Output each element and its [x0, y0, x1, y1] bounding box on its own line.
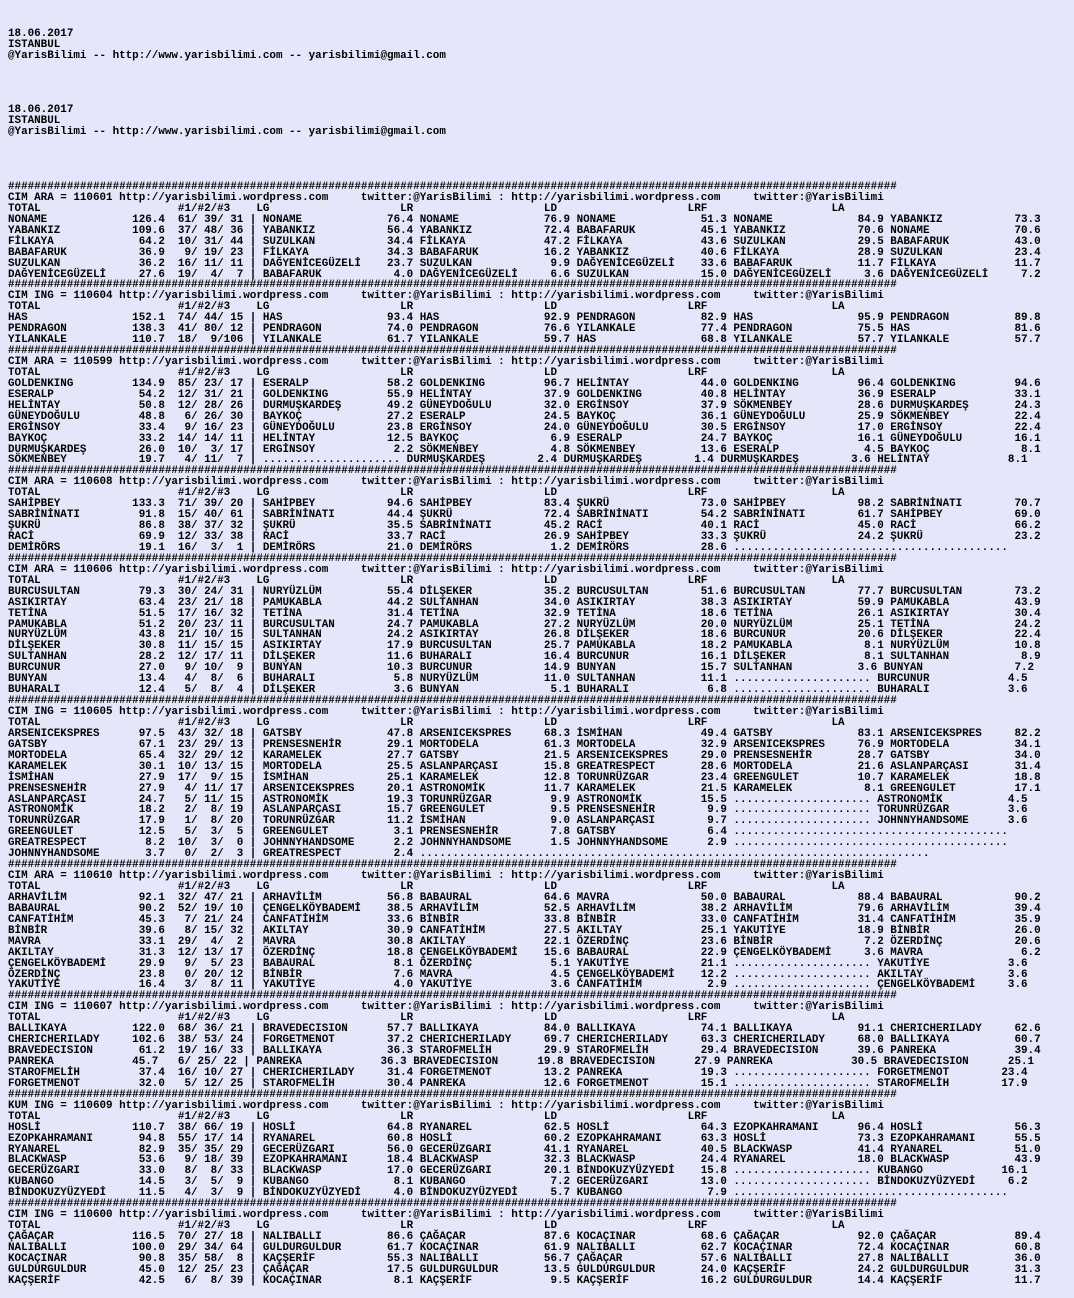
table-row: GREENGULET 12.5 5/ 3/ 5 | GREENGULET 3.1 PRENSESNEHİR 7.8 GATSBY 6.4 .......................................... [8, 826, 1008, 839]
table-row: NURYÜZLÜM 43.8 21/ 10/ 15 | SULTANHAN 24.2 ASIKIRTAY 26.8 DİLŞEKER 18.6 BURCUNUR 20.6 DİLŞEKER 22.4 [8, 629, 1041, 642]
table-row: PANREKA 45.7 6/ 25/ 22 | PANREKA 36.3 BRAVEDECISION 19.8 BRAVEDECISION 27.9 PANREKA 30.5 BRAVEDECISION 25.1 [8, 1056, 1035, 1069]
report-city: ISTANBUL [8, 115, 61, 128]
race-title: KUM ING = 110609 http://yarisbilimi.wordpress.com twitter:@YarisBilimi : http://yarisbilimi.wordpress.com twitter:@YarisBilimi [8, 1099, 884, 1112]
table-row: BLACKWASP 53.6 9/ 18/ 39 | EZOPKAHRAMANI 18.4 BLACKWASP 32.3 BLACKWASP 24.4 RYANAREL 18.0 BLACKWASP 43.9 [8, 1154, 1041, 1167]
report-date: 18.06.2017 [8, 104, 74, 117]
table-row: PAMUKABLA 51.2 20/ 23/ 11 | BURCUSULTAN 24.7 PAMUKABLA 27.2 NURYÜZLÜM 20.0 NURYÜZLÜM 25.1 TETİNA 24.2 [8, 618, 1041, 631]
table-row: TORUNRÜZGAR 17.9 1/ 8/ 20 | TORUNRÜZGAR 11.2 İSMİHAN 9.0 ASLANPARÇASI 9.7 ..................... JOHNNYHANDSOME 3.6 [8, 815, 1028, 828]
table-row: MORTODELA 65.4 32/ 29/ 12 | KARAMELEK 27.7 GATSBY 21.5 ARSENICEKSPRES 29.0 PRENSESNEHİR 28.7 GATSBY 34.0 [8, 749, 1041, 762]
table-row: ÖZERDİNÇ 23.8 0/ 20/ 12 | BİNBİR 7.6 MAVRA 4.5 ÇENGELKÖYBADEMİ 12.2 ..................... AKILTAY 3.6 [8, 968, 1028, 981]
race-block [8, 860, 1066, 991]
separator-line: ######################################################################################################################################## [8, 552, 897, 565]
column-header: TOTAL #1/#2/#3 LG LR LD LRF LA [8, 1220, 845, 1233]
table-row: MAVRA 33.1 29/ 4/ 2 | MAVRA 30.8 AKILTAY 22.1 ÖZERDİNÇ 23.6 BİNBİR 7.2 ÖZERDİNÇ 20.6 [8, 935, 1041, 948]
table-row: BABAURAL 90.2 52/ 19/ 10 | ÇENGELKÖYBADEMİ 38.5 ARHAVİLİM 52.5 ARHAVİLİM 38.2 ARHAVİLİM 79.6 ARHAVİLİM 39.4 [8, 902, 1041, 915]
report-contact: @YarisBilimi -- http://www.yarisbilimi.com -- yarisbilimi@gmail.com [8, 49, 446, 62]
table-row: BALLIKAYA 122.0 68/ 36/ 21 | BRAVEDECISION 57.7 BALLIKAYA 84.0 BALLIKAYA 74.1 BALLIKAYA 91.1 CHERICHERILADY 62.6 [8, 1023, 1041, 1036]
separator-line: ######################################################################################################################################## [8, 345, 897, 358]
race-block [8, 280, 1066, 346]
table-row: RACİ 69.9 12/ 33/ 38 | RACİ 33.7 RACİ 26.9 SAHİPBEY 33.3 ŞUKRÜ 24.2 ŞUKRÜ 23.2 [8, 531, 1041, 544]
report-header-1 [8, 29, 1066, 62]
table-row: ARHAVİLİM 92.1 32/ 47/ 21 | ARHAVİLİM 56.8 BABAURAL 64.6 MAVRA 50.0 BABAURAL 88.4 BABAURAL 90.2 [8, 891, 1041, 904]
race-block [8, 991, 1066, 1089]
table-row: ASTRONOMİK 18.2 2/ 8/ 19 | ASLANPARÇASI 15.7 GREENGULET 9.5 PRENSESNEHİR 9.9 ..................... TORUNRÜZGAR 3.6 [8, 804, 1028, 817]
table-row: TETİNA 51.5 17/ 16/ 32 | TETİNA 31.4 TETİNA 32.9 TETİNA 18.6 TETİNA 26.1 ASIKIRTAY 30.4 [8, 607, 1041, 620]
race-title: CIM ARA = 110608 http://yarisbilimi.wordpress.com twitter:@YarisBilimi : http://yarisbilimi.wordpress.com twitter:@YarisBilimi [8, 476, 884, 489]
table-row: PENDRAGON 138.3 41/ 80/ 12 | PENDRAGON 74.0 PENDRAGON 76.6 YILANKALE 77.4 PENDRAGON 75.5 HAS 81.6 [8, 323, 1041, 336]
race-title: CIM ARA = 110606 http://yarisbilimi.wordpress.com twitter:@YarisBilimi : http://yarisbilimi.wordpress.com twitter:@YarisBilimi [8, 563, 884, 576]
table-row: ESERALP 54.2 12/ 31/ 21 | GOLDENKING 55.9 HELİNTAY 37.9 GOLDENKING 40.8 HELİNTAY 36.9 ESERALP 33.1 [8, 388, 1041, 401]
table-row: YABANKIZ 109.6 37/ 48/ 36 | YABANKIZ 56.4 YABANKIZ 72.4 BABAFARUK 45.1 YABANKIZ 70.6 NONAME 70.6 [8, 224, 1041, 237]
report-header-2 [8, 105, 1066, 138]
table-row: SABRİNİNATI 91.8 15/ 40/ 61 | SABRİNİNATI 44.4 ŞUKRÜ 72.4 SABRİNİNATI 54.2 SABRİNİNATI 61.7 SAHİPBEY 69.0 [8, 509, 1041, 522]
table-row: RYANAREL 82.9 35/ 35/ 29 | GECERÜZGARI 56.0 GECERÜZGARI 41.1 RYANAREL 40.5 BLACKWASP 41.4 RYANAREL 51.0 [8, 1143, 1041, 1156]
table-row: JOHNNYHANDSOME 3.7 0/ 2/ 3 | GREATRESPECT 2.4 .............................................................................. [8, 848, 930, 861]
table-row: ASLANPARÇASI 24.7 5/ 11/ 15 | ASTRONOMİK 19.3 TORUNRÜZGAR 9.9 ASTRONOMİK 15.5 ..................... ASTRONOMİK 4.5 [8, 793, 1028, 806]
table-row: GECERÜZGARI 33.0 8/ 8/ 33 | BLACKWASP 17.0 GECERÜZGARI 20.1 BİNDOKUZYÜZYEDİ 15.8 ..................... KUBANGO 16.1 [8, 1165, 1028, 1178]
table-row: STAROFMELİH 37.4 16/ 10/ 27 | CHERICHERILADY 31.4 FORGETMENOT 13.2 PANREKA 19.3 ..................... FORGETMENOT 23.4 [8, 1066, 1028, 1079]
race-block [8, 554, 1066, 696]
table-row: YAKUTİYE 16.4 3/ 8/ 11 | YAKUTİYE 4.0 YAKUTİYE 3.6 CANFATİHİM 2.9 ..................... ÇENGELKÖYBADEMİ 3.6 [8, 979, 1028, 992]
table-row: KAÇŞERİF 42.5 6/ 8/ 39 | KOCAÇINAR 8.1 KAÇŞERİF 9.5 KAÇŞERİF 16.2 GULDURGULDUR 14.4 KAÇŞERİF 11.7 [8, 1274, 1041, 1287]
table-row: FİLKAYA 64.2 10/ 31/ 44 | SUZULKAN 34.4 FİLKAYA 47.2 FİLKAYA 43.6 SUZULKAN 29.5 BABAFARUK 43.0 [8, 235, 1041, 248]
table-row: SAHİPBEY 133.3 71/ 39/ 20 | SAHİPBEY 94.6 SAHİPBEY 83.4 ŞUKRÜ 73.0 SAHİPBEY 98.2 SABRİNİNATI 70.7 [8, 498, 1041, 511]
table-row: AKILTAY 31.3 12/ 13/ 17 | ÖZERDİNÇ 18.8 ÇENGELKÖYBADEMİ 15.6 BABAURAL 22.9 ÇENGELKÖYBADEMİ 3.6 MAVRA 6.2 [8, 946, 1041, 959]
table-row: HAS 152.1 74/ 44/ 15 | HAS 93.4 HAS 92.9 PENDRAGON 82.9 HAS 95.9 PENDRAGON 89.8 [8, 312, 1041, 325]
table-row: KUBANGO 14.5 3/ 5/ 9 | KUBANGO 8.1 KUBANGO 7.2 GECERÜZGARI 13.0 ..................... BİNDOKUZYÜZYEDİ 6.2 [8, 1176, 1028, 1189]
race-title: CIM ARA = 110601 http://yarisbilimi.wordpress.com twitter:@YarisBilimi : http://yarisbilimi.wordpress.com twitter:@YarisBilimi [8, 191, 884, 204]
column-header: TOTAL #1/#2/#3 LG LR LD LRF LA [8, 881, 845, 894]
table-row: İSMİHAN 27.9 17/ 9/ 15 | İSMİHAN 25.1 KARAMELEK 12.8 TORUNRÜZGAR 23.4 GREENGULET 10.7 KARAMELEK 18.8 [8, 771, 1041, 784]
table-row: SULTANHAN 28.2 12/ 17/ 11 | DİLŞEKER 11.6 BUHARALI 16.4 BURCUNUR 16.1 DİLŞEKER 8.1 SULTANHAN 8.9 [8, 651, 1041, 664]
separator-line: ######################################################################################################################################## [8, 181, 897, 194]
table-row: BURCUSULTAN 79.3 30/ 24/ 31 | NURYÜZLÜM 55.4 DİLŞEKER 35.2 BURCUSULTAN 51.6 BURCUSULTAN 77.7 BURCUSULTAN 73.2 [8, 585, 1041, 598]
column-header: TOTAL #1/#2/#3 LG LR LD LRF LA [8, 487, 845, 500]
separator-line: ######################################################################################################################################## [8, 990, 897, 1003]
column-header: TOTAL #1/#2/#3 LG LR LD LRF LA [8, 1110, 845, 1123]
table-row: BİNDOKUZYÜZYEDİ 11.5 4/ 3/ 9 | BİNDOKUZYÜZYEDİ 4.0 BİNDOKUZYÜZYEDİ 5.7 KUBANGO 7.9 .......................................... [8, 1187, 1008, 1200]
table-row: BAYKOÇ 33.2 14/ 14/ 11 | HELİNTAY 12.5 BAYKOÇ 6.9 ESERALP 24.7 BAYKOÇ 16.1 GÜNEYDOĞULU 16.1 [8, 432, 1041, 445]
table-row: ERGİNSOY 33.4 9/ 16/ 23 | GÜNEYDOĞULU 23.8 ERGİNSOY 24.0 GÜNEYDOĞULU 30.5 ERGİNSOY 17.0 ERGİNSOY 22.4 [8, 421, 1041, 434]
table-row: ARSENICEKSPRES 97.5 43/ 32/ 18 | GATSBY 47.8 ARSENICEKSPRES 68.3 İSMİHAN 49.4 GATSBY 83.1 ARSENICEKSPRES 82.2 [8, 727, 1041, 740]
column-header: TOTAL #1/#2/#3 LG LR LD LRF LA [8, 366, 845, 379]
table-row: ASIKIRTAY 63.4 23/ 21/ 18 | PAMUKABLA 44.2 SULTANHAN 34.0 ASIKIRTAY 38.3 ASIKIRTAY 59.9 PAMUKABLA 43.9 [8, 596, 1041, 609]
column-header: TOTAL #1/#2/#3 LG LR LD LRF LA [8, 301, 845, 314]
race-title: CIM ING = 110604 http://yarisbilimi.wordpress.com twitter:@YarisBilimi : http://yarisbilimi.wordpress.com twitter:@YarisBilimi [8, 290, 884, 303]
table-row: GATSBY 67.1 23/ 29/ 13 | PRENSESNEHİR 29.1 MORTODELA 61.3 MORTODELA 32.9 ARSENICEKSPRES 76.9 MORTODELA 34.1 [8, 738, 1041, 751]
race-block [8, 182, 1066, 280]
table-row: FORGETMENOT 32.0 5/ 12/ 25 | STAROFMELİH 30.4 PANREKA 12.6 FORGETMENOT 15.1 ..................... STAROFMELİH 17.9 [8, 1077, 1028, 1090]
race-title: CIM ING = 110605 http://yarisbilimi.wordpress.com twitter:@YarisBilimi : http://yarisbilimi.wordpress.com twitter:@YarisBilimi [8, 706, 884, 719]
table-row: SÖKMENBEY 19.7 4/ 11/ 7 | ..................... DURMUŞKARDEŞ 2.4 DURMUŞKARDEŞ 1.4 DURMUŞKARDEŞ 3.6 HELİNTAY 8.1 [8, 454, 1028, 467]
report-city: ISTANBUL [8, 38, 61, 51]
table-row: HELİNTAY 50.8 12/ 28/ 26 | DURMUŞKARDEŞ 49.2 GÜNEYDOĞULU 32.0 ERGİNSOY 37.9 SÖKMENBEY 28.6 DURMUŞKARDEŞ 24.3 [8, 399, 1041, 412]
table-row: HOSLİ 110.7 38/ 66/ 19 | HOSLİ 64.8 RYANAREL 62.5 HOSLİ 64.3 EZOPKAHRAMANI 96.4 HOSLİ 56.3 [8, 1121, 1041, 1134]
race-block [8, 696, 1066, 860]
table-row: NONAME 126.4 61/ 39/ 31 | NONAME 76.4 NONAME 76.9 NONAME 51.3 NONAME 84.9 YABANKIZ 73.3 [8, 213, 1041, 226]
table-row: DEMİRÖRS 19.1 16/ 3/ 1 | DEMİRÖRS 21.0 DEMİRÖRS 1.2 DEMİRÖRS 28.6 .......................................... [8, 541, 1008, 554]
table-row: KARAMELEK 30.1 10/ 13/ 15 | MORTODELA 25.5 ASLANPARÇASI 15.8 GREATRESPECT 28.6 MORTODELA 21.6 ASLANPARÇASI 31.4 [8, 760, 1041, 773]
race-title: CIM ARA = 110599 http://yarisbilimi.wordpress.com twitter:@YarisBilimi : http://yarisbilimi.wordpress.com twitter:@YarisBilimi [8, 356, 884, 369]
table-row: SUZULKAN 36.2 16/ 11/ 11 | DAĞYENİCEGÜZELİ 23.7 SUZULKAN 9.9 DAĞYENİCEGÜZELİ 33.6 BABAFARUK 11.7 FİLKAYA 11.7 [8, 257, 1041, 270]
race-block [8, 1090, 1066, 1199]
table-row: YILANKALE 110.7 18/ 9/106 | YILANKALE 61.7 YILANKALE 59.7 HAS 68.8 YILANKALE 57.7 YILANKALE 57.7 [8, 334, 1041, 347]
table-row: GOLDENKING 134.9 85/ 23/ 17 | ESERALP 58.2 GOLDENKING 96.7 HELİNTAY 44.0 GOLDENKING 96.4 GOLDENKING 94.6 [8, 377, 1041, 390]
table-row: CHERICHERILADY 102.6 38/ 53/ 24 | FORGETMENOT 37.2 CHERICHERILADY 69.7 CHERICHERILADY 63.3 CHERICHERILADY 68.0 BALLIKAYA 60.7 [8, 1034, 1041, 1047]
table-row: GREATRESPECT 8.2 10/ 3/ 0 | JOHNNYHANDSOME 2.2 JOHNNYHANDSOME 1.5 JOHNNYHANDSOME 2.9 .......................................... [8, 837, 1008, 850]
table-row: BUHARALI 12.4 5/ 8/ 4 | DİLŞEKER 3.6 BUNYAN 5.1 BUHARALI 6.8 ..................... BUHARALI 3.6 [8, 684, 1028, 697]
table-row: BUNYAN 13.4 4/ 8/ 6 | BUHARALI 5.8 NURYÜZLÜM 11.0 SULTANHAN 11.1 ..................... BURCUNUR 4.5 [8, 673, 1028, 686]
column-header: TOTAL #1/#2/#3 LG LR LD LRF LA [8, 202, 845, 215]
table-row: BRAVEDECISION 61.2 19/ 16/ 33 | BALLIKAYA 36.3 STAROFMELİH 29.9 STAROFMELİH 29.4 BRAVEDECISION 39.6 PANREKA 39.4 [8, 1045, 1041, 1058]
table-row: GÜNEYDOĞULU 48.8 6/ 26/ 30 | BAYKOÇ 27.2 ESERALP 24.5 BAYKOÇ 36.1 GÜNEYDOĞULU 25.9 SÖKMENBEY 22.4 [8, 410, 1041, 423]
race-title: CIM ING = 110600 http://yarisbilimi.wordpress.com twitter:@YarisBilimi : http://yarisbilimi.wordpress.com twitter:@YarisBilimi [8, 1209, 884, 1222]
table-row: ÇAĞAÇAR 116.5 70/ 27/ 18 | NALIBALLI 86.6 ÇAĞAÇAR 87.6 KOCAÇINAR 68.6 ÇAĞAÇAR 92.0 ÇAĞAÇAR 89.4 [8, 1231, 1041, 1244]
table-row: DAĞYENİCEGÜZELİ 27.6 19/ 4/ 7 | BABAFARUK 4.0 DAĞYENİCEGÜZELİ 6.6 SUZULKAN 15.0 DAĞYENİCEGÜZELİ 3.6 DAĞYENİCEGÜZELİ 7.2 [8, 268, 1041, 281]
column-header: TOTAL #1/#2/#3 LG LR LD LRF LA [8, 716, 845, 729]
race-block [8, 1199, 1066, 1287]
table-row: EZOPKAHRAMANI 94.8 55/ 17/ 14 | RYANAREL 60.8 HOSLİ 60.2 EZOPKAHRAMANI 63.3 HOSLİ 73.3 EZOPKAHRAMANI 55.5 [8, 1132, 1041, 1145]
table-row: ÇENGELKÖYBADEMİ 29.9 9/ 5/ 23 | BABAURAL 8.1 ÖZERDİNÇ 5.1 YAKUTİYE 21.1 ..................... YAKUTİYE 3.6 [8, 957, 1028, 970]
race-title: CIM ING = 110607 http://yarisbilimi.wordpress.com twitter:@YarisBilimi : http://yarisbilimi.wordpress.com twitter:@YarisBilimi [8, 1001, 884, 1014]
table-row: BİNBİR 39.6 8/ 15/ 32 | AKILTAY 30.9 CANFATİHİM 27.5 AKILTAY 25.1 YAKUTİYE 18.9 BİNBİR 26.0 [8, 924, 1041, 937]
separator-line: ######################################################################################################################################## [8, 1198, 897, 1211]
table-row: NALIBALLI 100.0 29/ 34/ 64 | GULDURGULDUR 61.7 KOCAÇINAR 61.9 NALIBALLI 62.7 KOCAÇINAR 72.4 KOCAÇINAR 60.8 [8, 1241, 1041, 1254]
race-blocks [8, 182, 1066, 1287]
report-contact: @YarisBilimi -- http://www.yarisbilimi.com -- yarisbilimi@gmail.com [8, 126, 446, 139]
race-title: CIM ARA = 110610 http://yarisbilimi.wordpress.com twitter:@YarisBilimi : http://yarisbilimi.wordpress.com twitter:@YarisBilimi [8, 870, 884, 883]
table-row: DURMUŞKARDEŞ 26.0 10/ 3/ 17 | ERGİNSOY 2.2 SÖKMENBEY 4.8 SÖKMENBEY 13.6 ESERALP 4.5 BAYKOÇ 8.1 [8, 443, 1041, 456]
separator-line: ######################################################################################################################################## [8, 1088, 897, 1101]
separator-line: ######################################################################################################################################## [8, 859, 897, 872]
table-row: DİLŞEKER 30.8 11/ 15/ 15 | ASIKIRTAY 17.9 BURCUSULTAN 25.7 PAMUKABLA 18.2 PAMUKABLA 8.1 NURYÜZLÜM 10.8 [8, 640, 1041, 653]
column-header: TOTAL #1/#2/#3 LG LR LD LRF LA [8, 1012, 845, 1025]
table-row: BABAFARUK 36.9 9/ 19/ 23 | FİLKAYA 34.3 BABAFARUK 16.2 YABANKIZ 40.6 FİLKAYA 28.9 SUZULKAN 23.4 [8, 246, 1041, 259]
separator-line: ######################################################################################################################################## [8, 465, 897, 478]
table-row: GULDURGULDUR 45.0 12/ 25/ 23 | ÇAĞAÇAR 17.5 GULDURGULDUR 13.5 GULDURGULDUR 24.0 KAÇŞERİF 24.2 GULDURGULDUR 31.3 [8, 1263, 1041, 1276]
race-block [8, 346, 1066, 466]
separator-line: ######################################################################################################################################## [8, 695, 897, 708]
table-row: KOCAÇINAR 90.8 35/ 58/ 8 | KAÇŞERİF 55.3 NALIBALLI 56.7 ÇAĞAÇAR 57.6 NALIBALLI 27.8 NALIBALLI 36.0 [8, 1252, 1041, 1265]
table-row: CANFATİHİM 45.3 7/ 21/ 24 | CANFATİHİM 33.6 BİNBİR 33.8 BİNBİR 33.0 CANFATİHİM 31.4 CANFATİHİM 35.9 [8, 913, 1041, 926]
table-row: BURCUNUR 27.0 9/ 10/ 9 | BUNYAN 10.3 BURCUNUR 14.9 BUNYAN 15.7 SULTANHAN 3.6 BUNYAN 7.2 [8, 662, 1035, 675]
report-date: 18.06.2017 [8, 27, 74, 40]
table-row: PRENSESNEHİR 27.9 4/ 11/ 17 | ARSENICEKSPRES 20.1 ASTRONOMİK 11.7 KARAMELEK 21.5 KARAMELEK 8.1 GREENGULET 17.1 [8, 782, 1041, 795]
race-block [8, 466, 1066, 554]
table-row: ŞUKRÜ 86.8 38/ 37/ 32 | ŞUKRÜ 35.5 SABRİNİNATI 45.2 RACİ 40.1 RACİ 45.0 RACİ 66.2 [8, 520, 1041, 533]
column-header: TOTAL #1/#2/#3 LG LR LD LRF LA [8, 574, 845, 587]
separator-line: ######################################################################################################################################## [8, 279, 897, 292]
